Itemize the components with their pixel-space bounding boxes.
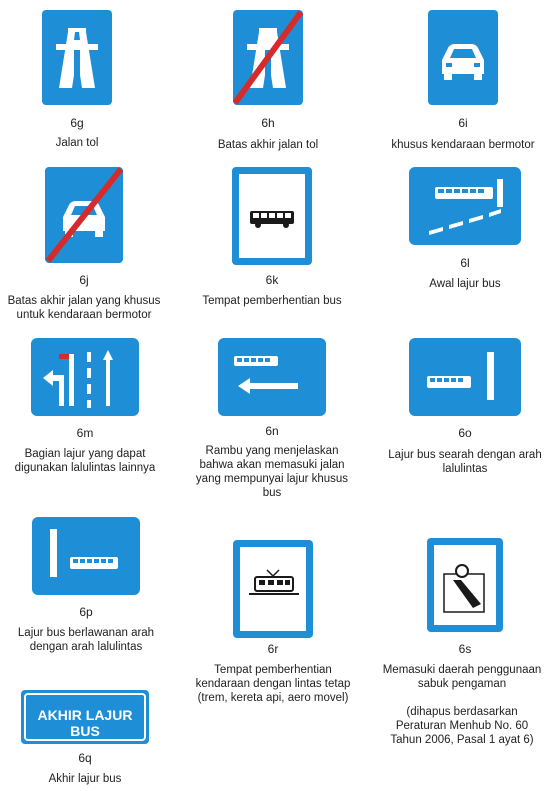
sign-6r-fixed-track-stop	[233, 540, 313, 638]
sign-caption: Tempat pemberhentian bus	[202, 295, 342, 307]
sign-6g-toll-road	[42, 10, 112, 105]
sign-6i-motor-vehicles-only	[428, 10, 498, 105]
sign-caption: Rambu yang menjelaskan bahwa akan memasuki jalan yang mempunyai lajur khusus bus	[195, 445, 349, 499]
sign-code: 6k	[265, 273, 279, 287]
sign-6h-end-toll-road	[233, 10, 303, 105]
sign-6j-end-motor-vehicles	[45, 167, 123, 263]
sign-code: 6r	[267, 642, 279, 656]
sign-caption: khusus kendaraan bermotor	[391, 139, 535, 151]
removal-note: (dihapus berdasarkan Peraturan Menhub No. 60 Tahun 2006, Pasal 1 ayat 6)	[390, 706, 534, 746]
sign-caption: Memasuki daerah penggunaan sabuk pengaman	[382, 664, 542, 690]
sign-caption: Tempat pemberhentian kendaraan dengan lintas tetap (trem, kereta api, aero movel)	[195, 664, 351, 704]
sign-6p-bus-lane-opposite-direction	[32, 517, 140, 595]
sign-caption: Akhir lajur bus	[48, 773, 122, 785]
sign-code: 6n	[265, 424, 279, 438]
sign-6n-entering-bus-lane-road	[218, 338, 326, 416]
sign-code: 6s	[458, 642, 472, 656]
sign-text: AKHIR LAJUR BUS	[37, 707, 133, 739]
sign-6q-end-bus-lane	[21, 690, 149, 744]
sign-code: 6m	[76, 426, 94, 440]
sign-code: 6p	[79, 605, 93, 619]
sign-code: 6l	[460, 256, 470, 270]
sign-6l-start-bus-lane	[409, 167, 521, 245]
sign-code: 6h	[261, 116, 275, 130]
sign-caption: Batas akhir jalan tol	[217, 139, 319, 151]
sign-6o-bus-lane-same-direction	[409, 338, 521, 416]
sign-6m-lane-shared	[31, 338, 139, 416]
sign-code: 6q	[78, 751, 92, 765]
sign-code: 6i	[458, 116, 468, 130]
sign-caption: Batas akhir jalan yang khusus untuk kendaraan bermotor	[7, 295, 161, 321]
sign-code: 6o	[458, 426, 472, 440]
sign-code: 6j	[79, 273, 89, 287]
sign-caption: Lajur bus berlawanan arah dengan arah lalulintas	[17, 627, 155, 653]
sign-caption: Bagian lajur yang dapat digunakan lalulintas lainnya	[14, 448, 156, 474]
sign-caption: Jalan tol	[55, 137, 99, 149]
sign-code: 6g	[70, 116, 84, 130]
sign-6s-seat-belt-area	[427, 538, 503, 632]
sign-caption: Lajur bus searah dengan arah lalulintas	[388, 449, 542, 475]
sign-caption: Awal lajur bus	[429, 278, 501, 290]
sign-6k-bus-stop	[232, 167, 312, 265]
